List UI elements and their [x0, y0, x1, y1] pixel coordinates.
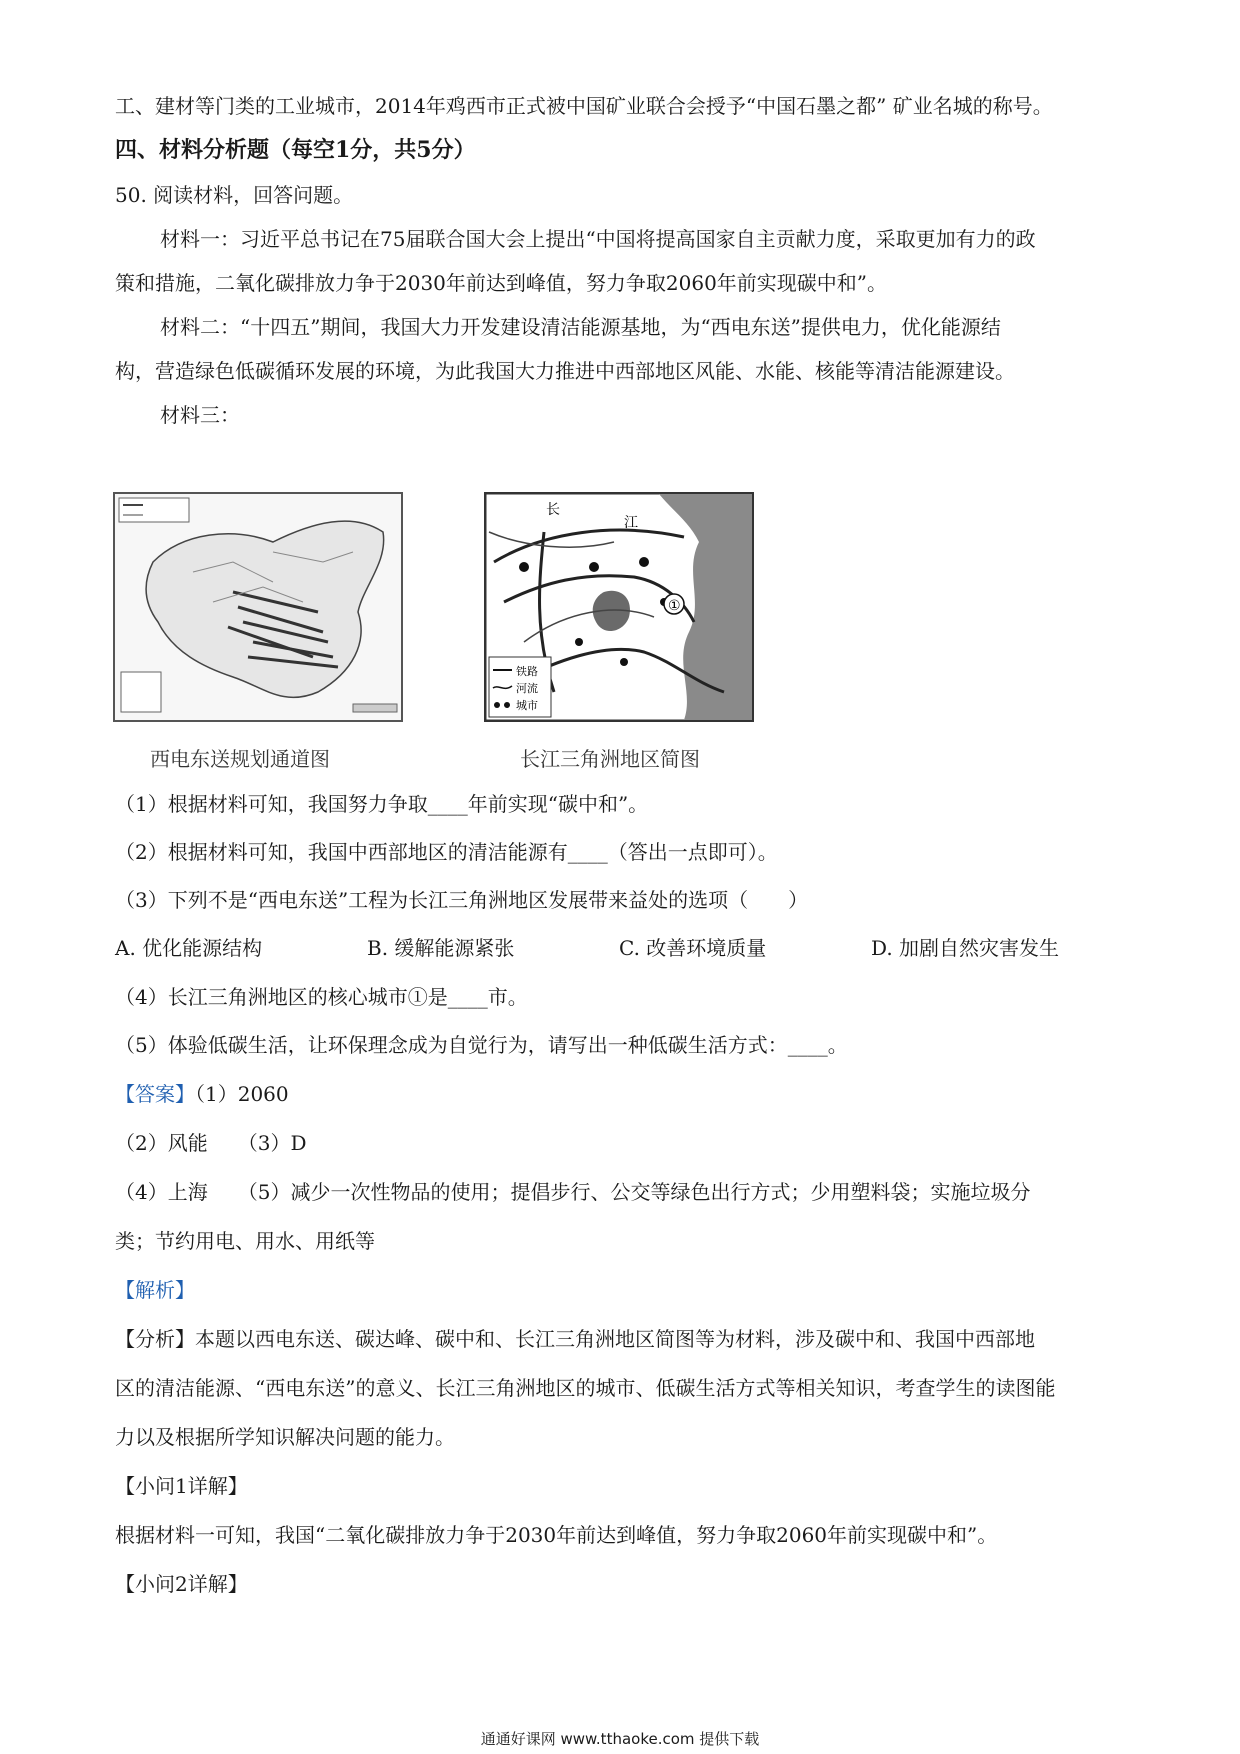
- legend-rail: 铁路: [516, 665, 538, 678]
- sub-question-3: （3）下列不是“西电东送”工程为长江三角洲地区发展带来益处的选项（ ）: [115, 888, 809, 912]
- option-c: C. 改善环境质量: [619, 936, 767, 960]
- legend-city: 城市: [516, 699, 538, 712]
- section-heading: 四、材料分析题（每空1分，共5分）: [115, 137, 476, 163]
- analysis-text: 本题以西电东送、碳达峰、碳中和、长江三角洲地区简图等为材料，涉及碳中和、我国中西部地: [195, 1327, 1035, 1351]
- sub-explanation-text: 根据材料一可知，我国“二氧化碳排放力争于2030年前达到峰值，努力争取2060年前实现碳中和”。: [115, 1523, 998, 1547]
- material-1-line: 材料一：习近平总书记在75届联合国大会上提出“中国将提高国家自主贡献力度，采取更加有力的政: [160, 227, 1036, 251]
- west-east-power-map: [113, 492, 403, 722]
- answer-1: （1）2060: [195, 1082, 289, 1106]
- analysis-line: [115, 1325, 1135, 1353]
- analysis-tag: 【分析】: [115, 1327, 195, 1351]
- answer-label: 【答案】: [115, 1082, 195, 1106]
- sub-question-4: （4）长江三角洲地区的核心城市①是____市。: [115, 985, 528, 1009]
- analysis-line: 力以及根据所学知识解决问题的能力。: [115, 1425, 455, 1449]
- option-a: A. 优化能源结构: [115, 936, 263, 960]
- option-b: B. 缓解能源紧张: [367, 936, 515, 960]
- river-label: 长: [546, 502, 560, 518]
- left-map-caption: 西电东送规划通道图: [150, 747, 330, 771]
- question-number: 50. 阅读材料，回答问题。: [115, 183, 354, 207]
- sub-explanation-heading: 【小问2详解】: [115, 1572, 248, 1596]
- material-3-label: 材料三：: [160, 403, 240, 427]
- legend-river: 河流: [516, 682, 538, 695]
- yangtze-delta-illustration: [484, 492, 754, 722]
- material-2-line: 构，营造绿色低碳循环发展的环境，为此我国大力推进中西部地区风能、水能、核能等清洁能源建设。: [115, 359, 1015, 383]
- text-line: 工、建材等门类的工业城市，2014年鸡西市正式被中国矿业联合会授予“中国石墨之都” 矿业名城的称号。: [115, 94, 1053, 118]
- china-map-illustration: [113, 492, 403, 722]
- answer-line: [115, 1080, 1135, 1108]
- city-marker-1: ①: [668, 598, 681, 614]
- answer-line: 类；节约用电、用水、用纸等: [115, 1229, 375, 1253]
- analysis-line: 区的清洁能源、“西电东送”的意义、长江三角洲地区的城市、低碳生活方式等相关知识，考查学生的读图能: [115, 1376, 1056, 1400]
- analysis-label: 【解析】: [115, 1278, 195, 1302]
- sub-question-5: （5）体验低碳生活，让环保理念成为自觉行为，请写出一种低碳生活方式：____。: [115, 1033, 848, 1057]
- material-2-line: 材料二：“十四五”期间，我国大力开发建设清洁能源基地，为“西电东送”提供电力，优化能源结: [160, 315, 1001, 339]
- answer-line: （4）上海 （5）减少一次性物品的使用；提倡步行、公交等绿色出行方式；少用塑料袋；实施垃圾分: [115, 1180, 1031, 1204]
- material-1-line: 策和措施，二氧化碳排放力争于2030年前达到峰值，努力争取2060年前实现碳中和”。: [115, 271, 888, 295]
- yangtze-delta-map: [484, 492, 754, 722]
- page-footer: 通通好课网 www.tthaoke.com 提供下载: [480, 1730, 760, 1748]
- sub-question-2: （2）根据材料可知，我国中西部地区的清洁能源有____（答出一点即可）。: [115, 840, 778, 864]
- sub-question-1: （1）根据材料可知，我国努力争取____年前实现“碳中和”。: [115, 792, 649, 816]
- right-map-caption: 长江三角洲地区简图: [520, 747, 700, 771]
- sub-explanation-heading: 【小问1详解】: [115, 1474, 248, 1498]
- option-d: D. 加剧自然灾害发生: [871, 936, 1060, 960]
- river-label: 江: [624, 515, 638, 531]
- answer-line: （2）风能 （3）D: [115, 1131, 307, 1155]
